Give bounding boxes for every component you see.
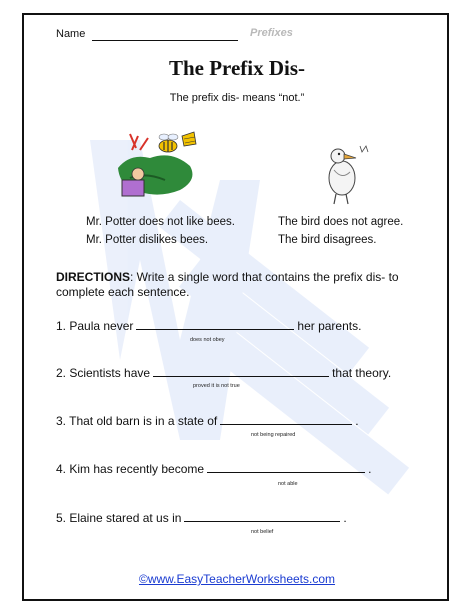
question-5-end: . [343,511,347,525]
question-1-end: her parents. [297,319,362,333]
question-1-hint: does not obey [190,337,225,343]
question-3-end: . [355,414,359,428]
question-5-blank[interactable] [184,511,340,522]
question-2-end: that theory. [332,366,392,380]
question-4-text: 4. Kim has recently become [56,462,205,476]
question-3-hint: not being repaired [251,432,296,438]
question-3 [56,414,359,428]
man-swatting-bee-illustration [110,128,202,210]
question-3-text: 3. That old barn is in a state of [56,414,218,428]
subtitle: The prefix dis- means “not.” [169,92,305,104]
question-1 [56,319,361,333]
name-line[interactable] [92,40,238,41]
question-2 [56,366,391,380]
bird-illustration [316,140,376,206]
directions-label: DIRECTIONS [56,270,131,284]
question-4-hint: not able [278,481,298,487]
question-5-text: 5. Elaine stared at us in [56,511,182,525]
question-4-end: . [368,462,372,476]
question-3-blank[interactable] [220,414,352,425]
question-4 [56,462,371,476]
question-5 [56,511,347,525]
topic-tag: Prefixes [250,27,293,39]
name-label: Name [56,28,86,40]
example-left-2: Mr. Potter dislikes bees. [86,234,209,246]
directions [56,270,416,300]
question-2-text: 2. Scientists have [56,366,151,380]
footer-link[interactable]: ©www.EasyTeacherWorksheets.com [138,572,336,586]
page-title: The Prefix Dis- [168,56,306,80]
directions-text: : Write a single word that contains the prefix dis- to complete each sentence. [56,270,399,299]
question-2-blank[interactable] [153,366,329,377]
question-1-blank[interactable] [136,319,294,330]
question-2-hint: proved it is not true [193,383,240,389]
example-right-2: The bird disagrees. [278,234,377,246]
example-left-1: Mr. Potter does not like bees. [86,216,235,228]
example-right-1: The bird does not agree. [278,216,404,228]
question-4-blank[interactable] [207,462,365,473]
question-5-hint: not belief [251,529,274,535]
question-1-text: 1. Paula never [56,319,134,333]
